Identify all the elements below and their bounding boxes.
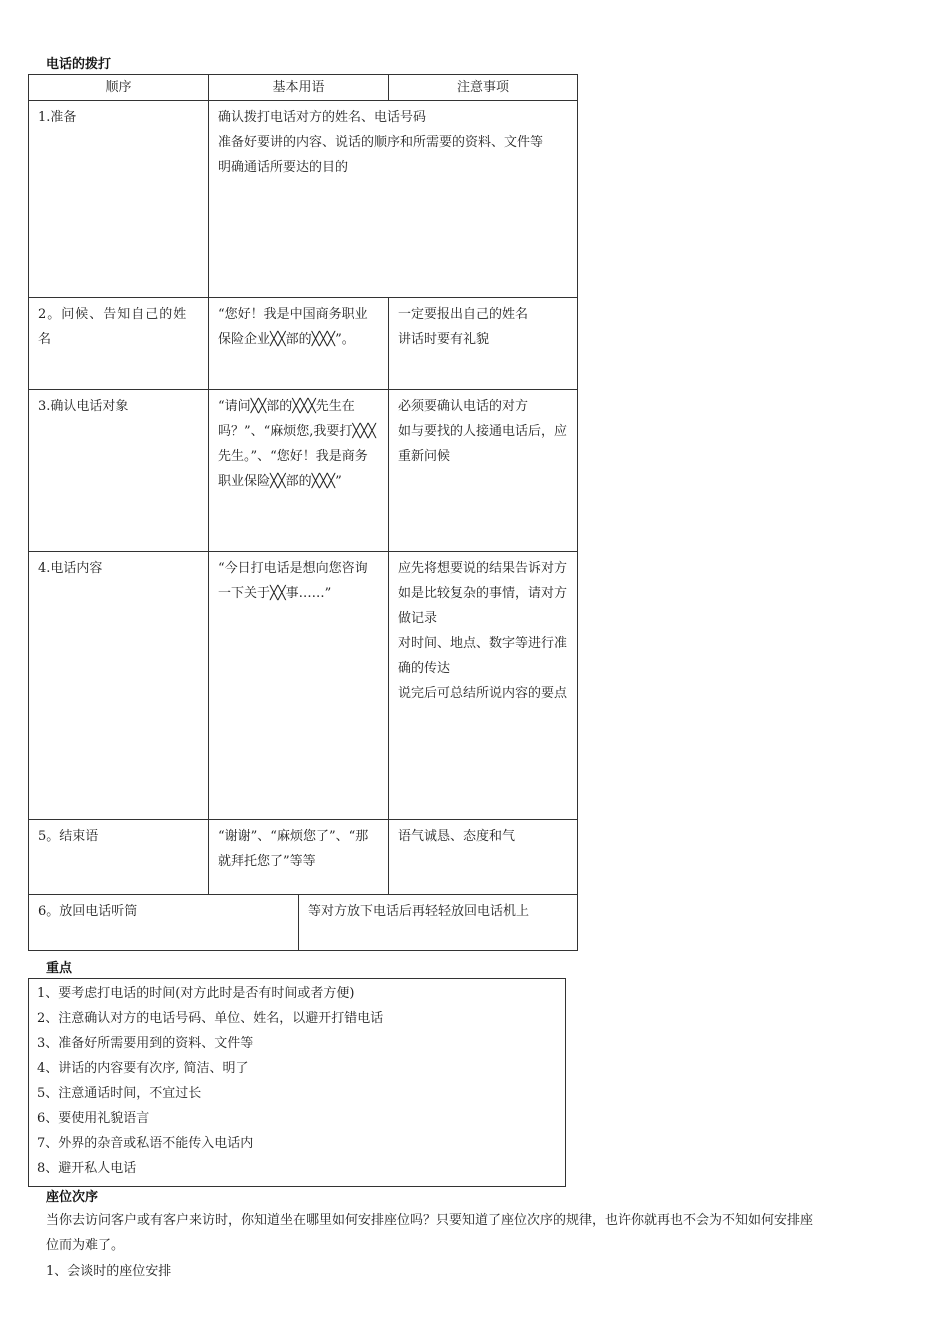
header-phrases: 基本用语: [209, 75, 389, 101]
notes-cell: [389, 820, 578, 895]
table-row: [29, 390, 578, 552]
phrase-text: “今日打电话是想向您咨询一下关于╳╳事……”: [218, 561, 368, 601]
notes-cell: [389, 390, 578, 552]
step-cell: [29, 820, 209, 895]
notes-cell: [389, 298, 578, 390]
notes-cell: [209, 101, 578, 298]
table-row: [29, 101, 578, 298]
note-line: 准备好要讲的内容、说话的顺序和所需要的资料、文件等: [218, 135, 544, 150]
step-label: 3.确认电话对象: [38, 399, 129, 414]
phrases-cell: [209, 390, 389, 552]
note-line: 对时间、地点、数字等进行准确的传达: [398, 636, 568, 676]
key-points-box: [28, 978, 566, 1187]
header-notes: 注意事项: [389, 75, 578, 101]
header-order: 顺序: [29, 75, 209, 101]
note-line: 如与要找的人接通电话后，应重新问候: [398, 424, 568, 464]
list-item: 8、避开私人电话: [37, 1161, 137, 1176]
note-line: 确认拨打电话对方的姓名、电话号码: [218, 110, 427, 125]
section-title-key-points: 重点: [46, 961, 73, 976]
table-row: [29, 820, 578, 895]
list-item: 5、注意通话时间，不宜过长: [37, 1086, 202, 1101]
step-label: 1.准备: [38, 110, 77, 125]
phrases-cell: [209, 820, 389, 895]
note-line: 说完后可总结所说内容的要点: [398, 686, 568, 701]
seating-intro-line-2: 位而为难了。: [46, 1238, 125, 1253]
phrase-text: “您好！我是中国商务职业保险企业╳╳部的╳╳╳”。: [218, 307, 368, 347]
note-line: 应先将想要说的结果告诉对方: [398, 561, 568, 576]
seating-subheading: 1、会谈时的座位安排: [46, 1264, 172, 1279]
list-item: 6、要使用礼貌语言: [37, 1111, 150, 1126]
step-cell: [29, 298, 209, 390]
phrases-cell: [209, 552, 389, 820]
step-label: 5。结束语: [38, 829, 99, 844]
table-header-row: [29, 75, 578, 101]
step-label: 4.电话内容: [38, 561, 103, 576]
list-item: 3、准备好所需要用到的资料、文件等: [37, 1036, 254, 1051]
step-label: 2。问候、告知自己的姓名: [38, 307, 188, 347]
phrases-cell: [209, 298, 389, 390]
note-line: 一定要报出自己的姓名: [398, 307, 529, 322]
note-line: 等对方放下电话后再轻轻放回电话机上: [308, 904, 530, 919]
list-item: 7、外界的杂音或私语不能传入电话内: [37, 1136, 254, 1151]
note-line: 讲话时要有礼貌: [398, 332, 490, 347]
step-label: 6。放回电话听筒: [38, 904, 138, 919]
note-line: 语气诚恳、态度和气: [398, 829, 516, 844]
list-item: 4、讲话的内容要有次序, 简洁、明了: [37, 1061, 249, 1076]
seating-intro-line-1: 当你去访问客户或有客户来访时，你知道坐在哪里如何安排座位吗？只要知道了座位次序的规律，也许你就再也不会为不知如何安排座: [46, 1213, 814, 1228]
table-row: [29, 298, 578, 390]
step-cell: [29, 101, 209, 298]
calling-procedure-table: [28, 74, 578, 951]
phrase-text: “谢谢”、“麻烦您了”、“那就拜托您了”等等: [218, 829, 369, 869]
notes-cell: [389, 552, 578, 820]
step-cell: [29, 552, 209, 820]
step-cell: [29, 895, 299, 951]
note-line: 如是比较复杂的事情，请对方做记录: [398, 586, 568, 626]
list-item: 1、要考虑打电话的时间(对方此时是否有时间或者方便): [37, 986, 355, 1001]
notes-cell: [299, 895, 578, 951]
section-title-seating: 座位次序: [46, 1190, 99, 1205]
note-line: 明确通话所要达的目的: [218, 160, 349, 175]
note-line: 必须要确认电话的对方: [398, 399, 529, 414]
table-row: [29, 895, 578, 951]
step-cell: [29, 390, 209, 552]
section-title-calling: 电话的拨打: [46, 57, 112, 72]
phrase-text: “请问╳╳部的╳╳╳先生在吗？”、“麻烦您,我要打╳╳╳先生。”、“您好！我是商务职业保险╳╳部的╳╳╳”: [218, 399, 376, 489]
list-item: 2、注意确认对方的电话号码、单位、姓名，以避开打错电话: [37, 1011, 384, 1026]
table-row: [29, 552, 578, 820]
